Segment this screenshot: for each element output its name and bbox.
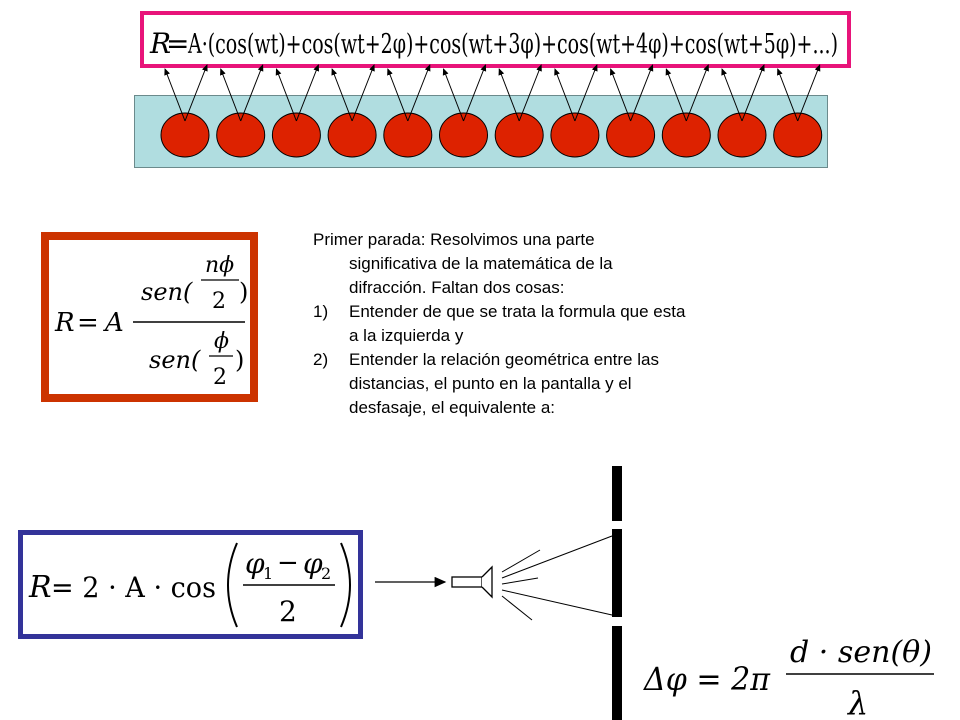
sum-formula-lhs: R [150,27,172,60]
slit-screen [612,466,622,720]
cos-formula-phi2: φ [303,547,323,580]
phase-formula-denominator: λ [848,684,869,720]
sin-ratio-den-bottom: 2 [213,365,227,390]
wave-arrow [722,69,742,121]
notes-item-1-line2: a la izquierda y [349,326,464,345]
cos-formula-lhs: R [29,570,52,605]
cos-formula [23,535,358,634]
notes-text [313,228,833,420]
wave-arrow [798,65,820,121]
emitter-12 [774,113,822,157]
cos-formula-den: 2 [279,595,297,628]
slit-diagram [360,460,660,720]
wave-arrow [352,65,374,121]
wave-arrow [631,65,653,121]
emitter-6 [440,113,488,157]
wave-arrow [575,65,597,121]
wave-arrow [296,65,318,121]
phase-difference-formula [640,628,940,720]
sin-ratio-lhs: R [55,308,75,338]
emitter-10 [662,113,710,157]
wave-arrow [241,65,263,121]
wave-arrow [185,65,207,121]
notes-intro-line2: significativa de la matemática de la [349,254,613,273]
wave-arrow [742,65,764,121]
wave-arrow [332,69,352,121]
emitter-9 [607,113,655,157]
wave-arrow [408,65,430,121]
emitter-5 [384,113,432,157]
emitter-2 [217,113,265,157]
emitter-4 [328,113,376,157]
sin-ratio-formula-frame [41,232,258,402]
wave-arrow [388,69,408,121]
cos-formula-minus: − [277,548,299,578]
notes-item-1-number: 1) [313,302,329,321]
cos-formula-eq: = 2 · A · cos [51,571,216,604]
notes-intro-line1: Primer parada: Resolvimos una parte [313,230,595,249]
cos-formula-phi1: φ [245,547,265,580]
wave-arrow [165,69,185,121]
notes-intro-line3: difracción. Faltan dos cosas: [349,278,565,297]
notes-item-2 [313,348,833,372]
notes-item-2-line2: distancias, el punto en la pantalla y el [349,374,632,393]
light-source-icon [452,567,492,597]
notes-item-2-line3: desfasaje, el equivalente a: [349,398,556,417]
wave-arrow [499,69,519,121]
sum-formula-eq: = [166,27,190,60]
phase-formula-numerator: d · sen(θ) [790,635,932,670]
sin-ratio-amp: A [105,308,124,338]
sin-ratio-num-close: ) [239,278,249,306]
sin-ratio-formula [49,240,250,394]
emitter-7 [495,113,543,157]
wave-arrow [221,69,241,121]
sin-ratio-den-top: ϕ [214,329,229,354]
wave-arrow [686,65,708,121]
wave-arrow [666,69,686,121]
cos-formula-sub1: 1 [263,564,274,583]
sin-ratio-num-func: sen( [141,278,193,306]
cos-formula-sub2: 2 [321,564,332,583]
wave-arrow [555,69,575,121]
diffraction-rays [502,536,612,620]
wave-arrow [611,69,631,121]
wave-arrow [444,69,464,121]
wave-arrow [778,69,798,121]
phase-formula-lhs: Δφ = 2π [642,660,771,698]
notes-item-2-number: 2) [313,350,329,369]
sin-ratio-den-close: ) [235,346,245,374]
emitter-array [0,0,960,200]
sum-formula-rhs: A·(cos(wt)+cos(wt+2φ)+cos(wt+3φ)+cos(wt+4φ)+cos(wt+5φ)+...) [187,29,839,60]
wave-arrow [519,65,541,121]
sin-ratio-num-bottom: 2 [212,289,226,314]
emitter-3 [272,113,320,157]
notes-item-1-line1: Entender de que se trata la formula que esta [349,302,686,321]
emitter-1 [161,113,209,157]
notes-item-1 [313,300,833,324]
sin-ratio-num-top: nϕ [205,253,235,278]
sin-ratio-den-func: sen( [149,346,201,374]
wave-arrow [276,69,296,121]
wave-arrow [464,65,486,121]
sin-ratio-eq: = [77,308,99,338]
notes-item-2-line1: Entender la relación geométrica entre las [349,350,659,369]
emitter-8 [551,113,599,157]
emitter-11 [718,113,766,157]
cos-formula-frame [18,530,363,639]
